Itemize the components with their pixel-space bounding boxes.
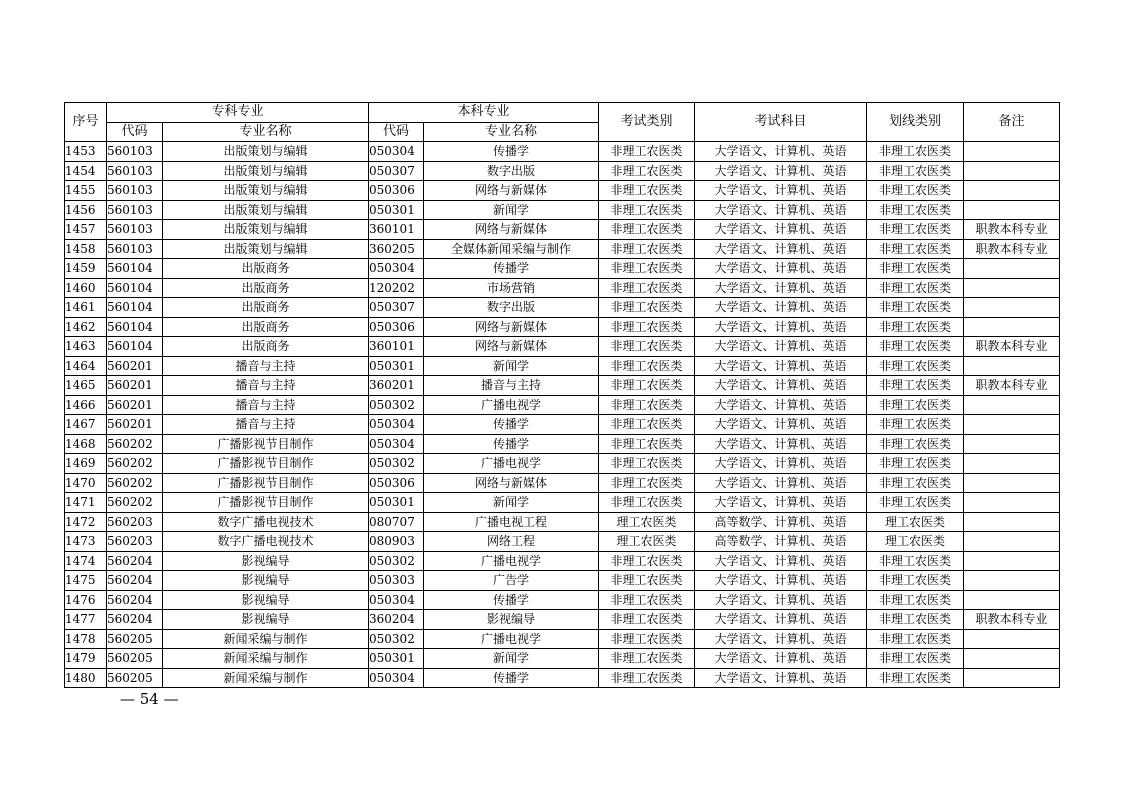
bk-code-cell: 360201 bbox=[369, 376, 424, 396]
line-type-cell: 非理工农医类 bbox=[867, 337, 964, 357]
zk-code-cell: 560103 bbox=[107, 220, 163, 240]
exam-type-cell: 非理工农医类 bbox=[599, 629, 695, 649]
zk-name-cell: 影视编导 bbox=[163, 610, 369, 630]
line-type-cell: 非理工农医类 bbox=[867, 571, 964, 591]
zk-name-cell: 广播影视节目制作 bbox=[163, 493, 369, 513]
exam-subjects-cell: 高等数学、计算机、英语 bbox=[695, 512, 867, 532]
bk-code-cell: 050303 bbox=[369, 571, 424, 591]
table-row bbox=[65, 395, 1060, 415]
bk-code-cell: 050302 bbox=[369, 551, 424, 571]
exam-subjects-cell: 大学语文、计算机、英语 bbox=[695, 200, 867, 220]
line-type-cell: 理工农医类 bbox=[867, 532, 964, 552]
seq-cell: 1460 bbox=[65, 278, 107, 298]
seq-cell: 1470 bbox=[65, 473, 107, 493]
table-row bbox=[65, 142, 1060, 162]
table-row bbox=[65, 590, 1060, 610]
bk-code-cell: 050301 bbox=[369, 649, 424, 669]
zk-name-cell: 广播影视节目制作 bbox=[163, 434, 369, 454]
exam-type-cell: 非理工农医类 bbox=[599, 551, 695, 571]
table-row bbox=[65, 181, 1060, 201]
zk-code-cell: 560104 bbox=[107, 278, 163, 298]
header-remark: 备注 bbox=[964, 103, 1060, 142]
remark-cell bbox=[964, 395, 1060, 415]
exam-subjects-cell: 大学语文、计算机、英语 bbox=[695, 395, 867, 415]
zk-name-cell: 出版策划与编辑 bbox=[163, 161, 369, 181]
zk-code-cell: 560104 bbox=[107, 337, 163, 357]
remark-cell: 职教本科专业 bbox=[964, 220, 1060, 240]
zk-name-cell: 出版策划与编辑 bbox=[163, 142, 369, 162]
line-type-cell: 非理工农医类 bbox=[867, 142, 964, 162]
table-row bbox=[65, 200, 1060, 220]
remark-cell bbox=[964, 454, 1060, 474]
bk-name-cell: 数字出版 bbox=[424, 298, 599, 318]
table-row bbox=[65, 278, 1060, 298]
remark-cell: 职教本科专业 bbox=[964, 239, 1060, 259]
seq-cell: 1457 bbox=[65, 220, 107, 240]
exam-type-cell: 非理工农医类 bbox=[599, 376, 695, 396]
zk-name-cell: 广播影视节目制作 bbox=[163, 473, 369, 493]
zk-code-cell: 560103 bbox=[107, 239, 163, 259]
seq-cell: 1468 bbox=[65, 434, 107, 454]
table-row bbox=[65, 571, 1060, 591]
table-row bbox=[65, 376, 1060, 396]
zk-name-cell: 出版策划与编辑 bbox=[163, 220, 369, 240]
seq-cell: 1477 bbox=[65, 610, 107, 630]
remark-cell bbox=[964, 512, 1060, 532]
bk-code-cell: 050302 bbox=[369, 454, 424, 474]
exam-type-cell: 非理工农医类 bbox=[599, 434, 695, 454]
table-row bbox=[65, 259, 1060, 279]
bk-name-cell: 传播学 bbox=[424, 590, 599, 610]
bk-code-cell: 050306 bbox=[369, 473, 424, 493]
header-zk-code: 代码 bbox=[107, 122, 163, 142]
remark-cell bbox=[964, 473, 1060, 493]
zk-code-cell: 560201 bbox=[107, 376, 163, 396]
exam-type-cell: 非理工农医类 bbox=[599, 259, 695, 279]
bk-name-cell: 传播学 bbox=[424, 434, 599, 454]
seq-cell: 1453 bbox=[65, 142, 107, 162]
bk-code-cell: 360204 bbox=[369, 610, 424, 630]
table-row bbox=[65, 220, 1060, 240]
zk-code-cell: 560205 bbox=[107, 649, 163, 669]
seq-cell: 1458 bbox=[65, 239, 107, 259]
bk-code-cell: 080903 bbox=[369, 532, 424, 552]
exam-subjects-cell: 大学语文、计算机、英语 bbox=[695, 337, 867, 357]
bk-name-cell: 网络与新媒体 bbox=[424, 337, 599, 357]
bk-code-cell: 050304 bbox=[369, 590, 424, 610]
zk-name-cell: 影视编导 bbox=[163, 571, 369, 591]
table-row bbox=[65, 532, 1060, 552]
bk-name-cell: 数字出版 bbox=[424, 161, 599, 181]
bk-code-cell: 360101 bbox=[369, 220, 424, 240]
bk-name-cell: 全媒体新闻采编与制作 bbox=[424, 239, 599, 259]
remark-cell bbox=[964, 571, 1060, 591]
bk-name-cell: 广播电视学 bbox=[424, 551, 599, 571]
remark-cell bbox=[964, 493, 1060, 513]
line-type-cell: 非理工农医类 bbox=[867, 317, 964, 337]
remark-cell bbox=[964, 278, 1060, 298]
header-line-type: 划线类别 bbox=[867, 103, 964, 142]
seq-cell: 1478 bbox=[65, 629, 107, 649]
header-zk-name: 专业名称 bbox=[163, 122, 369, 142]
zk-name-cell: 出版商务 bbox=[163, 337, 369, 357]
bk-code-cell: 050304 bbox=[369, 415, 424, 435]
zk-name-cell: 数字广播电视技术 bbox=[163, 512, 369, 532]
bk-code-cell: 050301 bbox=[369, 200, 424, 220]
seq-cell: 1463 bbox=[65, 337, 107, 357]
exam-subjects-cell: 高等数学、计算机、英语 bbox=[695, 532, 867, 552]
line-type-cell: 非理工农医类 bbox=[867, 356, 964, 376]
exam-subjects-cell: 大学语文、计算机、英语 bbox=[695, 668, 867, 688]
bk-name-cell: 新闻学 bbox=[424, 493, 599, 513]
remark-cell bbox=[964, 649, 1060, 669]
table-row bbox=[65, 551, 1060, 571]
line-type-cell: 非理工农医类 bbox=[867, 590, 964, 610]
exam-subjects-cell: 大学语文、计算机、英语 bbox=[695, 473, 867, 493]
bk-name-cell: 广告学 bbox=[424, 571, 599, 591]
zk-name-cell: 广播影视节目制作 bbox=[163, 454, 369, 474]
zk-name-cell: 出版商务 bbox=[163, 259, 369, 279]
exam-type-cell: 非理工农医类 bbox=[599, 298, 695, 318]
line-type-cell: 非理工农医类 bbox=[867, 493, 964, 513]
zk-code-cell: 560202 bbox=[107, 454, 163, 474]
exam-subjects-cell: 大学语文、计算机、英语 bbox=[695, 161, 867, 181]
zk-name-cell: 新闻采编与制作 bbox=[163, 629, 369, 649]
exam-subjects-cell: 大学语文、计算机、英语 bbox=[695, 317, 867, 337]
exam-subjects-cell: 大学语文、计算机、英语 bbox=[695, 571, 867, 591]
exam-type-cell: 非理工农医类 bbox=[599, 181, 695, 201]
line-type-cell: 非理工农医类 bbox=[867, 259, 964, 279]
line-type-cell: 非理工农医类 bbox=[867, 200, 964, 220]
table-row bbox=[65, 473, 1060, 493]
zk-code-cell: 560104 bbox=[107, 259, 163, 279]
line-type-cell: 非理工农医类 bbox=[867, 610, 964, 630]
remark-cell bbox=[964, 142, 1060, 162]
remark-cell bbox=[964, 532, 1060, 552]
table-row bbox=[65, 512, 1060, 532]
exam-type-cell: 理工农医类 bbox=[599, 532, 695, 552]
exam-subjects-cell: 大学语文、计算机、英语 bbox=[695, 181, 867, 201]
seq-cell: 1471 bbox=[65, 493, 107, 513]
remark-cell bbox=[964, 629, 1060, 649]
page-number: — 54 — bbox=[120, 690, 179, 708]
seq-cell: 1464 bbox=[65, 356, 107, 376]
zk-code-cell: 560202 bbox=[107, 493, 163, 513]
exam-type-cell: 非理工农医类 bbox=[599, 473, 695, 493]
zk-code-cell: 560203 bbox=[107, 532, 163, 552]
bk-code-cell: 050304 bbox=[369, 434, 424, 454]
bk-name-cell: 传播学 bbox=[424, 415, 599, 435]
bk-code-cell: 050301 bbox=[369, 356, 424, 376]
table-row bbox=[65, 356, 1060, 376]
bk-name-cell: 传播学 bbox=[424, 259, 599, 279]
bk-code-cell: 050306 bbox=[369, 181, 424, 201]
bk-code-cell: 050302 bbox=[369, 395, 424, 415]
bk-name-cell: 广播电视学 bbox=[424, 629, 599, 649]
seq-cell: 1479 bbox=[65, 649, 107, 669]
zk-name-cell: 播音与主持 bbox=[163, 376, 369, 396]
line-type-cell: 理工农医类 bbox=[867, 512, 964, 532]
zk-code-cell: 560204 bbox=[107, 590, 163, 610]
exam-type-cell: 非理工农医类 bbox=[599, 395, 695, 415]
major-mapping-table bbox=[64, 102, 1060, 688]
table-row bbox=[65, 668, 1060, 688]
remark-cell bbox=[964, 668, 1060, 688]
exam-type-cell: 非理工农医类 bbox=[599, 415, 695, 435]
table-row bbox=[65, 298, 1060, 318]
seq-cell: 1475 bbox=[65, 571, 107, 591]
exam-type-cell: 非理工农医类 bbox=[599, 649, 695, 669]
zk-name-cell: 出版商务 bbox=[163, 278, 369, 298]
zk-code-cell: 560204 bbox=[107, 551, 163, 571]
header-exam-subjects: 考试科目 bbox=[695, 103, 867, 142]
bk-code-cell: 050301 bbox=[369, 493, 424, 513]
bk-code-cell: 120202 bbox=[369, 278, 424, 298]
exam-subjects-cell: 大学语文、计算机、英语 bbox=[695, 551, 867, 571]
line-type-cell: 非理工农医类 bbox=[867, 649, 964, 669]
bk-name-cell: 广播电视工程 bbox=[424, 512, 599, 532]
bk-name-cell: 广播电视学 bbox=[424, 454, 599, 474]
bk-name-cell: 广播电视学 bbox=[424, 395, 599, 415]
exam-subjects-cell: 大学语文、计算机、英语 bbox=[695, 298, 867, 318]
remark-cell bbox=[964, 590, 1060, 610]
seq-cell: 1474 bbox=[65, 551, 107, 571]
line-type-cell: 非理工农医类 bbox=[867, 415, 964, 435]
zk-code-cell: 560203 bbox=[107, 512, 163, 532]
table-row bbox=[65, 317, 1060, 337]
line-type-cell: 非理工农医类 bbox=[867, 298, 964, 318]
exam-type-cell: 非理工农医类 bbox=[599, 610, 695, 630]
bk-name-cell: 新闻学 bbox=[424, 200, 599, 220]
seq-cell: 1476 bbox=[65, 590, 107, 610]
seq-cell: 1454 bbox=[65, 161, 107, 181]
table-row bbox=[65, 454, 1060, 474]
bk-name-cell: 网络与新媒体 bbox=[424, 181, 599, 201]
bk-name-cell: 新闻学 bbox=[424, 649, 599, 669]
table-row bbox=[65, 337, 1060, 357]
seq-cell: 1462 bbox=[65, 317, 107, 337]
seq-cell: 1465 bbox=[65, 376, 107, 396]
zk-name-cell: 影视编导 bbox=[163, 590, 369, 610]
zk-code-cell: 560103 bbox=[107, 142, 163, 162]
zk-name-cell: 数字广播电视技术 bbox=[163, 532, 369, 552]
header-exam-type: 考试类别 bbox=[599, 103, 695, 142]
zk-code-cell: 560103 bbox=[107, 200, 163, 220]
remark-cell bbox=[964, 317, 1060, 337]
header-benke-group: 本科专业 bbox=[369, 103, 599, 123]
bk-code-cell: 360101 bbox=[369, 337, 424, 357]
line-type-cell: 非理工农医类 bbox=[867, 376, 964, 396]
zk-name-cell: 出版商务 bbox=[163, 298, 369, 318]
seq-cell: 1467 bbox=[65, 415, 107, 435]
bk-name-cell: 市场营销 bbox=[424, 278, 599, 298]
exam-type-cell: 非理工农医类 bbox=[599, 337, 695, 357]
zk-name-cell: 出版策划与编辑 bbox=[163, 200, 369, 220]
remark-cell: 职教本科专业 bbox=[964, 376, 1060, 396]
line-type-cell: 非理工农医类 bbox=[867, 434, 964, 454]
zk-code-cell: 560104 bbox=[107, 298, 163, 318]
exam-type-cell: 非理工农医类 bbox=[599, 142, 695, 162]
bk-name-cell: 传播学 bbox=[424, 668, 599, 688]
table-row bbox=[65, 629, 1060, 649]
zk-code-cell: 560201 bbox=[107, 395, 163, 415]
zk-code-cell: 560202 bbox=[107, 473, 163, 493]
bk-name-cell: 网络与新媒体 bbox=[424, 473, 599, 493]
table-row bbox=[65, 434, 1060, 454]
bk-name-cell: 播音与主持 bbox=[424, 376, 599, 396]
zk-name-cell: 播音与主持 bbox=[163, 356, 369, 376]
bk-name-cell: 传播学 bbox=[424, 142, 599, 162]
remark-cell bbox=[964, 415, 1060, 435]
zk-code-cell: 560205 bbox=[107, 629, 163, 649]
exam-type-cell: 非理工农医类 bbox=[599, 356, 695, 376]
bk-code-cell: 050302 bbox=[369, 629, 424, 649]
line-type-cell: 非理工农医类 bbox=[867, 454, 964, 474]
bk-name-cell: 影视编导 bbox=[424, 610, 599, 630]
zk-name-cell: 出版策划与编辑 bbox=[163, 239, 369, 259]
exam-type-cell: 非理工农医类 bbox=[599, 220, 695, 240]
seq-cell: 1459 bbox=[65, 259, 107, 279]
zk-code-cell: 560205 bbox=[107, 668, 163, 688]
zk-code-cell: 560104 bbox=[107, 317, 163, 337]
exam-subjects-cell: 大学语文、计算机、英语 bbox=[695, 610, 867, 630]
line-type-cell: 非理工农医类 bbox=[867, 668, 964, 688]
remark-cell bbox=[964, 259, 1060, 279]
remark-cell bbox=[964, 356, 1060, 376]
zk-code-cell: 560202 bbox=[107, 434, 163, 454]
exam-type-cell: 非理工农医类 bbox=[599, 454, 695, 474]
line-type-cell: 非理工农医类 bbox=[867, 395, 964, 415]
exam-type-cell: 理工农医类 bbox=[599, 512, 695, 532]
exam-subjects-cell: 大学语文、计算机、英语 bbox=[695, 649, 867, 669]
remark-cell: 职教本科专业 bbox=[964, 610, 1060, 630]
exam-type-cell: 非理工农医类 bbox=[599, 668, 695, 688]
zk-code-cell: 560201 bbox=[107, 415, 163, 435]
exam-subjects-cell: 大学语文、计算机、英语 bbox=[695, 415, 867, 435]
bk-name-cell: 新闻学 bbox=[424, 356, 599, 376]
table-row bbox=[65, 649, 1060, 669]
exam-subjects-cell: 大学语文、计算机、英语 bbox=[695, 454, 867, 474]
zk-name-cell: 出版商务 bbox=[163, 317, 369, 337]
bk-name-cell: 网络工程 bbox=[424, 532, 599, 552]
header-seq: 序号 bbox=[65, 103, 107, 142]
zk-code-cell: 560103 bbox=[107, 181, 163, 201]
bk-code-cell: 050304 bbox=[369, 142, 424, 162]
remark-cell bbox=[964, 434, 1060, 454]
exam-subjects-cell: 大学语文、计算机、英语 bbox=[695, 376, 867, 396]
line-type-cell: 非理工农医类 bbox=[867, 551, 964, 571]
exam-type-cell: 非理工农医类 bbox=[599, 493, 695, 513]
seq-cell: 1472 bbox=[65, 512, 107, 532]
remark-cell bbox=[964, 181, 1060, 201]
zk-code-cell: 560204 bbox=[107, 610, 163, 630]
seq-cell: 1480 bbox=[65, 668, 107, 688]
table-row bbox=[65, 610, 1060, 630]
bk-name-cell: 网络与新媒体 bbox=[424, 220, 599, 240]
remark-cell bbox=[964, 298, 1060, 318]
line-type-cell: 非理工农医类 bbox=[867, 181, 964, 201]
zk-code-cell: 560103 bbox=[107, 161, 163, 181]
bk-code-cell: 050306 bbox=[369, 317, 424, 337]
header-bk-code: 代码 bbox=[369, 122, 424, 142]
remark-cell: 职教本科专业 bbox=[964, 337, 1060, 357]
exam-subjects-cell: 大学语文、计算机、英语 bbox=[695, 259, 867, 279]
zk-code-cell: 560201 bbox=[107, 356, 163, 376]
line-type-cell: 非理工农医类 bbox=[867, 220, 964, 240]
exam-type-cell: 非理工农医类 bbox=[599, 200, 695, 220]
exam-subjects-cell: 大学语文、计算机、英语 bbox=[695, 493, 867, 513]
bk-code-cell: 050307 bbox=[369, 298, 424, 318]
zk-name-cell: 出版策划与编辑 bbox=[163, 181, 369, 201]
exam-type-cell: 非理工农医类 bbox=[599, 278, 695, 298]
table-header bbox=[65, 103, 1060, 142]
exam-subjects-cell: 大学语文、计算机、英语 bbox=[695, 590, 867, 610]
exam-subjects-cell: 大学语文、计算机、英语 bbox=[695, 434, 867, 454]
line-type-cell: 非理工农医类 bbox=[867, 161, 964, 181]
remark-cell bbox=[964, 161, 1060, 181]
table-row bbox=[65, 239, 1060, 259]
zk-name-cell: 播音与主持 bbox=[163, 415, 369, 435]
exam-subjects-cell: 大学语文、计算机、英语 bbox=[695, 629, 867, 649]
remark-cell bbox=[964, 551, 1060, 571]
line-type-cell: 非理工农医类 bbox=[867, 629, 964, 649]
table-row bbox=[65, 415, 1060, 435]
remark-cell bbox=[964, 200, 1060, 220]
exam-subjects-cell: 大学语文、计算机、英语 bbox=[695, 142, 867, 162]
seq-cell: 1473 bbox=[65, 532, 107, 552]
bk-code-cell: 360205 bbox=[369, 239, 424, 259]
table-body bbox=[65, 142, 1060, 688]
exam-subjects-cell: 大学语文、计算机、英语 bbox=[695, 278, 867, 298]
bk-name-cell: 网络与新媒体 bbox=[424, 317, 599, 337]
zk-name-cell: 新闻采编与制作 bbox=[163, 649, 369, 669]
bk-code-cell: 050304 bbox=[369, 668, 424, 688]
zk-name-cell: 新闻采编与制作 bbox=[163, 668, 369, 688]
exam-type-cell: 非理工农医类 bbox=[599, 317, 695, 337]
seq-cell: 1456 bbox=[65, 200, 107, 220]
zk-name-cell: 影视编导 bbox=[163, 551, 369, 571]
bk-code-cell: 050304 bbox=[369, 259, 424, 279]
exam-type-cell: 非理工农医类 bbox=[599, 571, 695, 591]
exam-type-cell: 非理工农医类 bbox=[599, 161, 695, 181]
header-bk-name: 专业名称 bbox=[424, 122, 599, 142]
bk-code-cell: 080707 bbox=[369, 512, 424, 532]
bk-code-cell: 050307 bbox=[369, 161, 424, 181]
exam-subjects-cell: 大学语文、计算机、英语 bbox=[695, 239, 867, 259]
table-row bbox=[65, 161, 1060, 181]
line-type-cell: 非理工农医类 bbox=[867, 473, 964, 493]
zk-code-cell: 560204 bbox=[107, 571, 163, 591]
exam-subjects-cell: 大学语文、计算机、英语 bbox=[695, 356, 867, 376]
line-type-cell: 非理工农医类 bbox=[867, 278, 964, 298]
seq-cell: 1469 bbox=[65, 454, 107, 474]
exam-type-cell: 非理工农医类 bbox=[599, 239, 695, 259]
table-row bbox=[65, 493, 1060, 513]
zk-name-cell: 播音与主持 bbox=[163, 395, 369, 415]
seq-cell: 1466 bbox=[65, 395, 107, 415]
line-type-cell: 非理工农医类 bbox=[867, 239, 964, 259]
seq-cell: 1455 bbox=[65, 181, 107, 201]
seq-cell: 1461 bbox=[65, 298, 107, 318]
exam-type-cell: 非理工农医类 bbox=[599, 590, 695, 610]
header-zhuanke-group: 专科专业 bbox=[107, 103, 369, 123]
exam-subjects-cell: 大学语文、计算机、英语 bbox=[695, 220, 867, 240]
